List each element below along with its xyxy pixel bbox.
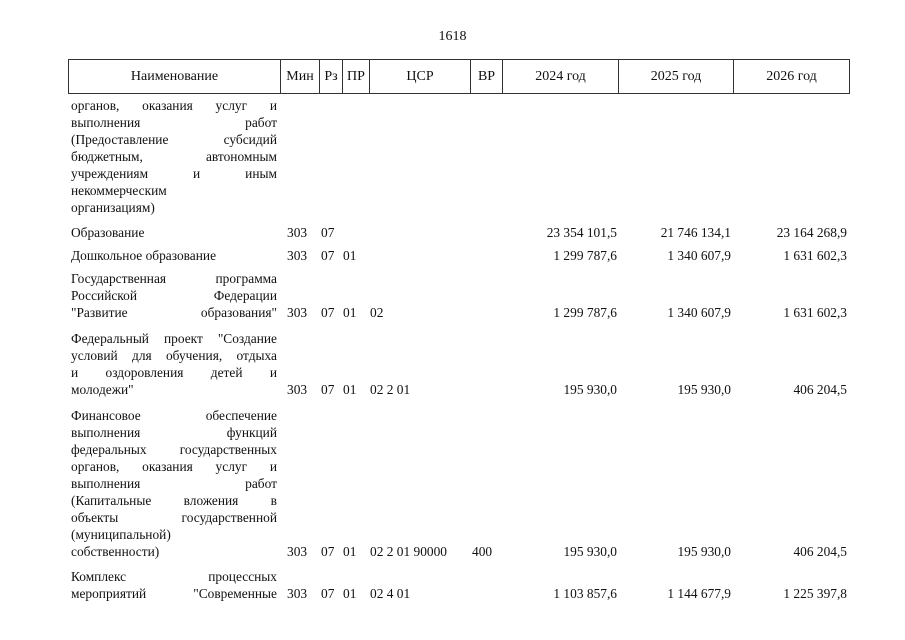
cell-rz: 07 <box>321 305 335 320</box>
header-pr: ПР <box>347 69 365 84</box>
row-name-line: молодежи" <box>71 382 134 397</box>
header-vr: ВР <box>477 69 496 84</box>
cell-2026: 406 204,5 <box>793 382 847 397</box>
cell-rz: 07 <box>321 248 335 263</box>
row-name <box>71 568 277 602</box>
cell-rz: 07 <box>321 225 335 240</box>
row-name-line: выполнения работ <box>71 115 277 130</box>
row-name <box>71 407 277 560</box>
header-2024: 2024 год <box>535 69 586 84</box>
table-header <box>68 59 850 94</box>
cell-2026: 1 225 397,8 <box>783 586 847 601</box>
row-name-line: выполнения работ <box>71 476 277 491</box>
cell-csr: 02 <box>370 305 384 320</box>
cell-2026: 406 204,5 <box>793 544 847 559</box>
header-rz: Рз <box>324 69 338 84</box>
row-name-line: Федеральный проект "Создание <box>71 331 277 346</box>
cell-2024: 1 103 857,6 <box>553 586 617 601</box>
cell-min: 303 <box>287 305 308 320</box>
cell-csr: 02 2 01 <box>370 382 411 397</box>
row-name-line: (муниципальной) <box>71 527 171 542</box>
row-name <box>71 247 277 264</box>
cell-2026: 1 631 602,3 <box>783 248 847 263</box>
row-name-line: федеральных государственных <box>71 442 277 457</box>
cell-pr: 01 <box>343 382 357 397</box>
row-name-line: объекты государственной <box>71 510 277 525</box>
row-name-line: Российской Федерации <box>71 288 277 303</box>
header-csr: ЦСР <box>406 69 434 84</box>
cell-csr: 02 2 01 90000 <box>370 544 447 559</box>
row-name-line: Образование <box>71 225 145 240</box>
cell-min: 303 <box>287 382 308 397</box>
cell-2026: 1 631 602,3 <box>783 305 847 320</box>
cell-2025: 1 340 607,9 <box>667 305 731 320</box>
row-name-line: организациям) <box>71 200 155 215</box>
row-name-line: Государственная программа <box>71 271 277 286</box>
cell-2025: 1 340 607,9 <box>667 248 731 263</box>
row-name-line: органов, оказания услуг и <box>71 98 277 113</box>
header-name: Наименование <box>130 69 219 84</box>
cell-rz: 07 <box>321 382 335 397</box>
cell-2024: 195 930,0 <box>563 544 617 559</box>
row-name-line: "Развитие образования" <box>71 305 277 320</box>
header-2026: 2026 год <box>766 69 817 84</box>
row-name-line: (Капитальные вложения в <box>71 493 277 508</box>
row-name-line: собственности) <box>71 544 160 559</box>
cell-2024: 1 299 787,6 <box>553 248 617 263</box>
cell-rz: 07 <box>321 586 335 601</box>
cell-pr: 01 <box>343 305 357 320</box>
row-name-line: условий для обучения, отдыха <box>71 348 277 363</box>
cell-pr: 01 <box>343 248 357 263</box>
cell-min: 303 <box>287 586 308 601</box>
row-name-line: (Предоставление субсидий <box>71 132 277 147</box>
row-name-line: выполнения функций <box>71 425 277 440</box>
cell-2024: 1 299 787,6 <box>553 305 617 320</box>
row-name-line: учреждениям и иным <box>71 166 277 181</box>
cell-rz: 07 <box>321 544 335 559</box>
cell-vr: 400 <box>472 544 493 559</box>
row-name <box>71 270 277 321</box>
cell-csr: 02 4 01 <box>370 586 411 601</box>
cell-pr: 01 <box>343 544 357 559</box>
row-name <box>71 97 277 216</box>
row-name-line: и оздоровления детей и <box>71 365 277 380</box>
header-2025: 2025 год <box>650 69 702 84</box>
cell-2026: 23 164 268,9 <box>776 225 847 240</box>
cell-2025: 195 930,0 <box>677 382 731 397</box>
cell-2024: 195 930,0 <box>563 382 617 397</box>
row-name <box>71 224 277 241</box>
page-number: 1618 <box>438 29 467 44</box>
row-name-line: мероприятий "Современные <box>71 586 277 601</box>
cell-2025: 195 930,0 <box>677 544 731 559</box>
row-name-line: некоммерческим <box>71 183 167 198</box>
cell-min: 303 <box>287 544 308 559</box>
cell-2025: 21 746 134,1 <box>660 225 731 240</box>
row-name <box>71 330 277 398</box>
cell-min: 303 <box>287 225 308 240</box>
header-min: Мин <box>286 69 314 84</box>
row-name-line: Комплекс процессных <box>71 569 277 584</box>
row-name-line: Финансовое обеспечение <box>71 408 277 423</box>
cell-min: 303 <box>287 248 308 263</box>
cell-pr: 01 <box>343 586 357 601</box>
row-name-line: Дошкольное образование <box>71 248 217 263</box>
cell-2024: 23 354 101,5 <box>546 225 617 240</box>
row-name-line: бюджетным, автономным <box>71 149 277 164</box>
cell-2025: 1 144 677,9 <box>667 586 731 601</box>
row-name-line: органов, оказания услуг и <box>71 459 277 474</box>
